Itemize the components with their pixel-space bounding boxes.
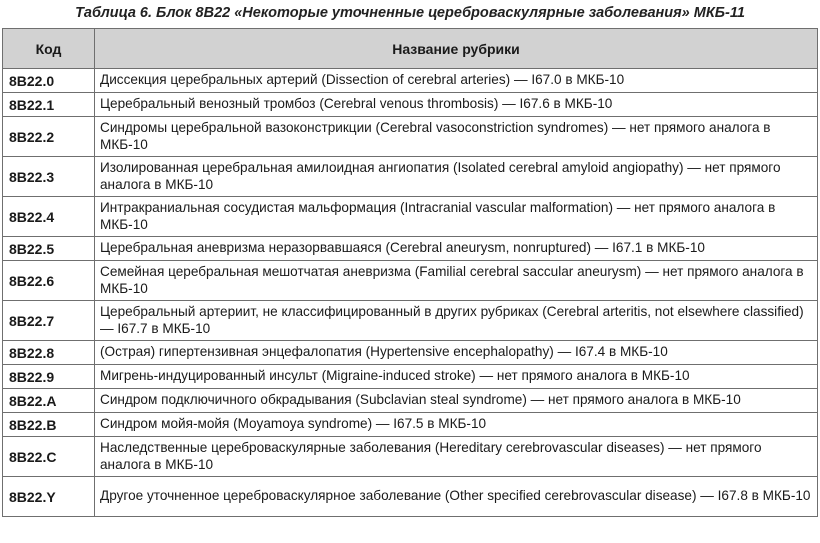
table-row <box>3 261 818 301</box>
row-title: Диссекция церебральных артерий (Dissection of cerebral arteries) — I67.0 в МКБ-10 <box>95 69 818 93</box>
row-code: 8B22.2 <box>3 117 95 157</box>
table-row <box>3 413 818 437</box>
row-title: Синдром мойя-мойя (Moyamoya syndrome) — I67.5 в МКБ-10 <box>95 413 818 437</box>
table-row <box>3 237 818 261</box>
table-body <box>3 69 818 517</box>
row-code: 8B22.4 <box>3 197 95 237</box>
table-row <box>3 301 818 341</box>
table-row <box>3 117 818 157</box>
icd-table <box>2 28 818 517</box>
row-title: Синдромы церебральной вазоконстрикции (Cerebral vasoconstriction syndromes) — нет прямого аналога в МКБ-10 <box>95 117 818 157</box>
row-code: 8B22.Y <box>3 477 95 517</box>
row-code: 8B22.1 <box>3 93 95 117</box>
row-code: 8B22.7 <box>3 301 95 341</box>
table-row <box>3 93 818 117</box>
table-caption: Таблица 6. Блок 8B22 «Некоторые уточненные цереброваскулярные заболевания» МКБ-11 <box>75 5 745 21</box>
table-row <box>3 197 818 237</box>
row-title: Церебральный артериит, не классифицированный в других рубриках (Cerebral arteritis, not elsewhere classified) — I67.7 в МКБ-10 <box>95 301 818 341</box>
table-row <box>3 341 818 365</box>
row-code: 8B22.0 <box>3 69 95 93</box>
table-row <box>3 69 818 93</box>
row-title: Синдром подключичного обкрадывания (Subclavian steal syndrome) — нет прямого аналога в МКБ-10 <box>95 389 818 413</box>
row-title: Семейная церебральная мешотчатая аневризма (Familial cerebral saccular aneurysm) — нет прямого аналога в МКБ-10 <box>95 261 818 301</box>
column-header-code: Код <box>3 29 95 69</box>
table-row <box>3 389 818 413</box>
row-code: 8B22.6 <box>3 261 95 301</box>
row-title: Другое уточненное цереброваскулярное заболевание (Other specified cerebrovascular disease) — I67.8 в МКБ-10 <box>95 477 818 517</box>
row-code: 8B22.B <box>3 413 95 437</box>
row-title: Интракраниальная сосудистая мальформация (Intracranial vascular malformation) — нет прямого аналога в МКБ-10 <box>95 197 818 237</box>
row-code: 8B22.3 <box>3 157 95 197</box>
table-row <box>3 437 818 477</box>
row-code: 8B22.8 <box>3 341 95 365</box>
row-code: 8B22.5 <box>3 237 95 261</box>
row-code: 8B22.C <box>3 437 95 477</box>
row-title: Наследственные цереброваскулярные заболевания (Hereditary cerebrovascular diseases) — нет прямого аналога в МКБ-10 <box>95 437 818 477</box>
table-row <box>3 365 818 389</box>
row-title: Церебральная аневризма неразорвавшаяся (Cerebral aneurysm, nonruptured) — I67.1 в МКБ-10 <box>95 237 818 261</box>
column-header-name: Название рубрики <box>95 29 818 69</box>
row-title: (Острая) гипертензивная энцефалопатия (Hypertensive encephalopathy) — I67.4 в МКБ-10 <box>95 341 818 365</box>
row-title: Изолированная церебральная амилоидная ангиопатия (Isolated cerebral amyloid angiopathy) — нет прямого аналога в МКБ-10 <box>95 157 818 197</box>
table-row <box>3 157 818 197</box>
row-title: Церебральный венозный тромбоз (Cerebral venous thrombosis) — I67.6 в МКБ-10 <box>95 93 818 117</box>
row-title: Мигрень-индуцированный инсульт (Migraine-induced stroke) — нет прямого аналога в МКБ-10 <box>95 365 818 389</box>
row-code: 8B22.9 <box>3 365 95 389</box>
table-row <box>3 477 818 517</box>
table-header-row <box>3 29 818 69</box>
row-code: 8B22.A <box>3 389 95 413</box>
